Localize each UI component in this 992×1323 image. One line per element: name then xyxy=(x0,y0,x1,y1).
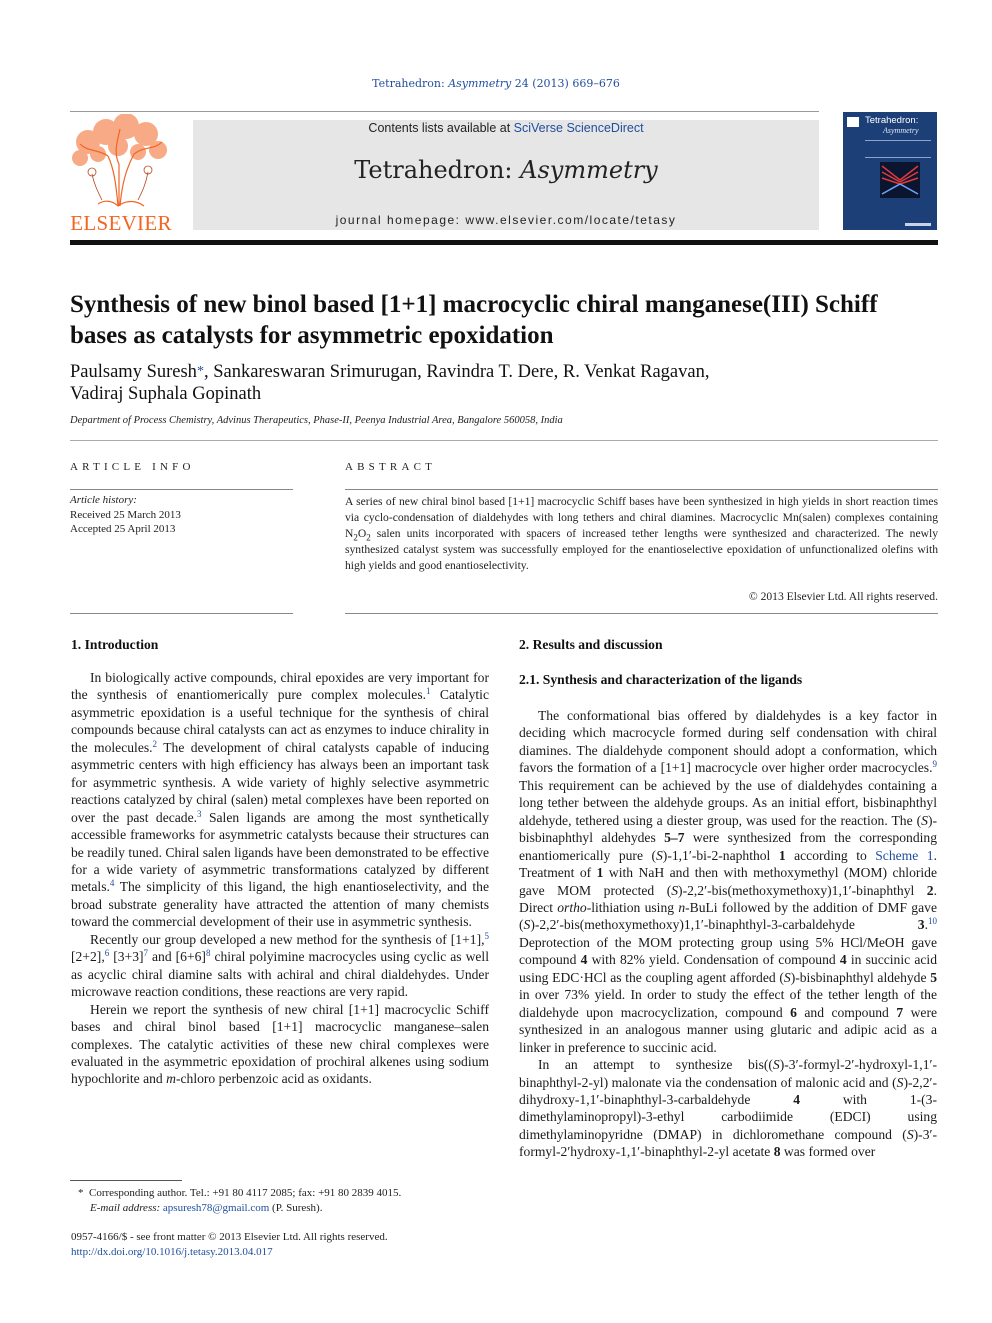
accepted-date: Accepted 25 April 2013 xyxy=(70,523,176,535)
citation-5[interactable]: 5 xyxy=(484,930,489,941)
journal-cover-thumbnail[interactable] xyxy=(843,112,937,230)
paper-title: Synthesis of new binol based [1+1] macrocyclic chiral manganese(III) Schiff bases as catalysts for asymmetric epoxidation xyxy=(70,291,878,349)
corresponding-author-footnote: * Corresponding author. Tel.: +91 80 4117 2085; fax: +91 80 2839 4015. E-mail address: apsuresh78@gmail.com (P. Suresh). xyxy=(78,1187,402,1214)
scheme-1-link[interactable]: Scheme 1 xyxy=(875,847,934,863)
article-info-rule-bottom xyxy=(70,613,293,614)
citation-10[interactable]: 10 xyxy=(928,916,937,927)
footnote-rule xyxy=(70,1180,182,1181)
elsevier-wordmark: ELSEVIER xyxy=(70,211,172,235)
issn-line: 0957-4166/$ - see front matter © 2013 Elsevier Ltd. All rights reserved. xyxy=(71,1231,388,1243)
affiliation: Department of Process Chemistry, Advinus Therapeutics, Phase-II, Peenya Industrial Area, Bangalore 560058, India xyxy=(70,415,563,426)
cover-footer-text xyxy=(905,223,931,226)
citation-8[interactable]: 8 xyxy=(205,948,211,959)
abstract-rule-bottom xyxy=(345,613,938,614)
citation-2[interactable]: 2 xyxy=(152,738,158,749)
citation-1[interactable]: 1 xyxy=(426,686,431,697)
journal-homepage[interactable]: journal homepage: www.elsevier.com/locate/tetasy xyxy=(335,213,677,227)
article-history xyxy=(70,493,290,537)
cover-subtitle: Asymmetry xyxy=(883,126,919,135)
introduction-heading: 1. Introduction xyxy=(71,637,159,652)
ligand-synthesis-heading: 2.1. Synthesis and characterization of the ligands xyxy=(519,672,803,687)
results-heading: 2. Results and discussion xyxy=(519,637,663,652)
citation-9[interactable]: 9 xyxy=(932,759,937,770)
citation-4[interactable]: 4 xyxy=(109,878,115,889)
intro-paragraph-3: Herein we report the synthesis of new chiral [1+1] macrocyclic Schiff bases and chiral binol based [1+1] macrocyclic manganese–salen complexes. The catalytic activities of these new chiral complexes were evaluated in the asymmetric epoxidation of prochiral alkenes using sodium hypochlorite and m-chloro perbenzoic acid as oxidants. xyxy=(71,1001,489,1087)
sciencedirect-link[interactable]: SciVerse ScienceDirect xyxy=(513,121,644,135)
citation-3[interactable]: 3 xyxy=(197,808,202,819)
introduction-body xyxy=(71,669,489,1088)
history-label: Article history: xyxy=(70,494,137,506)
cover-white-square-icon xyxy=(847,117,859,127)
header-top-rule xyxy=(70,111,819,112)
issn-doi-block xyxy=(71,1230,491,1260)
citation-6[interactable]: 6 xyxy=(104,948,110,959)
journal-reference[interactable]: Tetrahedron: Asymmetry 24 (2013) 669–676 xyxy=(372,77,620,90)
results-body xyxy=(519,707,937,1161)
contents-available-line: Contents lists available at SciVerse ScienceDirect xyxy=(368,121,644,135)
copyright-notice: © 2013 Elsevier Ltd. All rights reserved. xyxy=(748,590,938,603)
article-info-rule-top xyxy=(70,489,293,490)
abstract-rule-top xyxy=(345,489,938,490)
author-list: Paulsamy Suresh*, Sankareswaran Srimurugan, Ravindra T. Dere, R. Venkat Ragavan, Vadiraj Suphala Gopinath xyxy=(70,362,710,404)
author-email-link[interactable]: apsuresh78@gmail.com xyxy=(162,1202,270,1214)
header-thick-rule xyxy=(70,240,938,245)
received-date: Received 25 March 2013 xyxy=(70,508,181,521)
abstract-text: A series of new chiral binol based [1+1] macrocyclic Schiff bases have been synthesized in high yields in short reaction times via cyclo-condensation of dialdehydes with long tethers and chiral diamines. Macrocyclic Mn(salen) complexes containing $N_2O_2$ salen units incorporated with spacers of increased tether lengths were synthesized and characterized. The newly synthesized catalyst system was successfully employed for the enantioselective epoxidation of unfunctionalized olefins with high yields and good enantioselectivity. xyxy=(345,495,938,572)
results-paragraph-1: The conformational bias offered by dialdehydes is a key factor in deciding which macrocycle formed during self condensation with chiral diamines. The dialdehyde component should adopt a conformation, which favors the formation of a [1+1] macrocycle over higher order macrocycles.$^9$ This requirement can be achieved by the use of dialdehydes containing a long tether between the aldehyde groups. As an initial effort, bisbinaphthyl aldehyde, tethered using a diester group, was used for the reaction. The (S)-bisbinaphthyl aldehydes 5–7 were synthesized from the corresponding enantiomerically pure (S)-1,1′-bi-2-naphthol 1 according to Scheme 1. Treatment of 1 with NaH and then with methoxymethyl (MOM) chloride gave MOM protected (S)-2,2′-bis(methoxymethoxy)1,1′-binaphthyl 2. Direct ortho-lithiation using n-BuLi followed by the addition of DMF gave (S)-2,2′-bis(methoxymethoxy)1,1′-binaphthyl-3-carbaldehyde 3.10 Deprotection of the MOM protecting group using 5% HCl/MeOH gave compound 4 with 82% yield. Condensation of compound 4 in succinic acid using EDC·HCl as the coupling agent afforded (S)-bisbinaphthyl aldehyde 5 in over 73% yield. In order to study the effect of the tether length of the dialdehyde upon macrocyclization, compound 6 and compound 7 were synthesized in an analogous manner using glutaric and adipic acid as a linker in preference to succinic acid. xyxy=(519,708,938,1055)
citation-7[interactable]: 7 xyxy=(143,948,149,959)
doi-link[interactable]: http://dx.doi.org/10.1016/j.tetasy.2013.04.017 xyxy=(71,1246,273,1258)
intro-paragraph-2: Recently our group developed a new method for the synthesis of [1+1],$^5$ [2+2],$^6$ [3+3]$^7$ and [6+6]$^8$ chiral polyimine macrocycles using cyclic as well as acyclic chiral diamine salts with achiral and chiral dialdehydes. Under microwave reaction conditions, these reactions are very rapid. xyxy=(71,930,489,1000)
corresponding-author-mark[interactable]: * xyxy=(196,364,204,379)
cover-art-icon xyxy=(880,162,920,198)
title-divider xyxy=(70,440,938,441)
intro-paragraph-1: In biologically active compounds, chiral epoxides are very important for the synthesis of enantiomerically pure complex molecules.$^1$ Catalytic asymmetric epoxidation is a useful technique for the synthesis of chiral compounds because chiral catalysts can act as enzymes to induce chirality in the molecules.$^2$ The development of chiral catalysts capable of inducing asymmetric centers with high efficiency has always been an important task for asymmetric synthesis. A wide variety of highly selective asymmetric reactions catalyzed by chiral (salen) metal complexes have been reported on over the past decade.$^3$ Salen ligands are among the most synthetically accessible frameworks for asymmetric catalysts because their structures can be readily tuned. Chiral salen ligands have been demonstrated to be effective for a wide variety of asymmetric transformations catalyzed by different metals.$^4$ The simplicity of this ligand, the high enantioselectivity, and the broad substrate generality have attracted the attention of many chemists toward the commercial development of their use in asymmetric synthesis. xyxy=(71,670,489,930)
journal-title: Tetrahedron: Asymmetry xyxy=(354,156,658,184)
abstract-heading: ABSTRACT xyxy=(345,461,437,473)
cover-title: Tetrahedron: xyxy=(865,115,919,126)
results-paragraph-2: In an attempt to synthesize bis((S)-3′-formyl-2′-hydroxyl-1,1′-binaphthyl-2-yl) malonate via the condensation of malonic acid and (S)-2,2′-dihydroxy-1,1′-binaphthyl-3-carbaldehyde 4 with 1-(3-dimethylaminopropyl)-3-ethyl carbodiimide (EDCI) using dimethylaminopyridne (DMAP) in dichloromethane compound (S)-3′-formyl-2′hydroxy-1,1′-binaphthyl-2-yl acetate 8 was formed over xyxy=(519,1057,937,1160)
article-info-heading: ARTICLE INFO xyxy=(70,461,195,473)
cover-text-lines xyxy=(865,140,931,158)
